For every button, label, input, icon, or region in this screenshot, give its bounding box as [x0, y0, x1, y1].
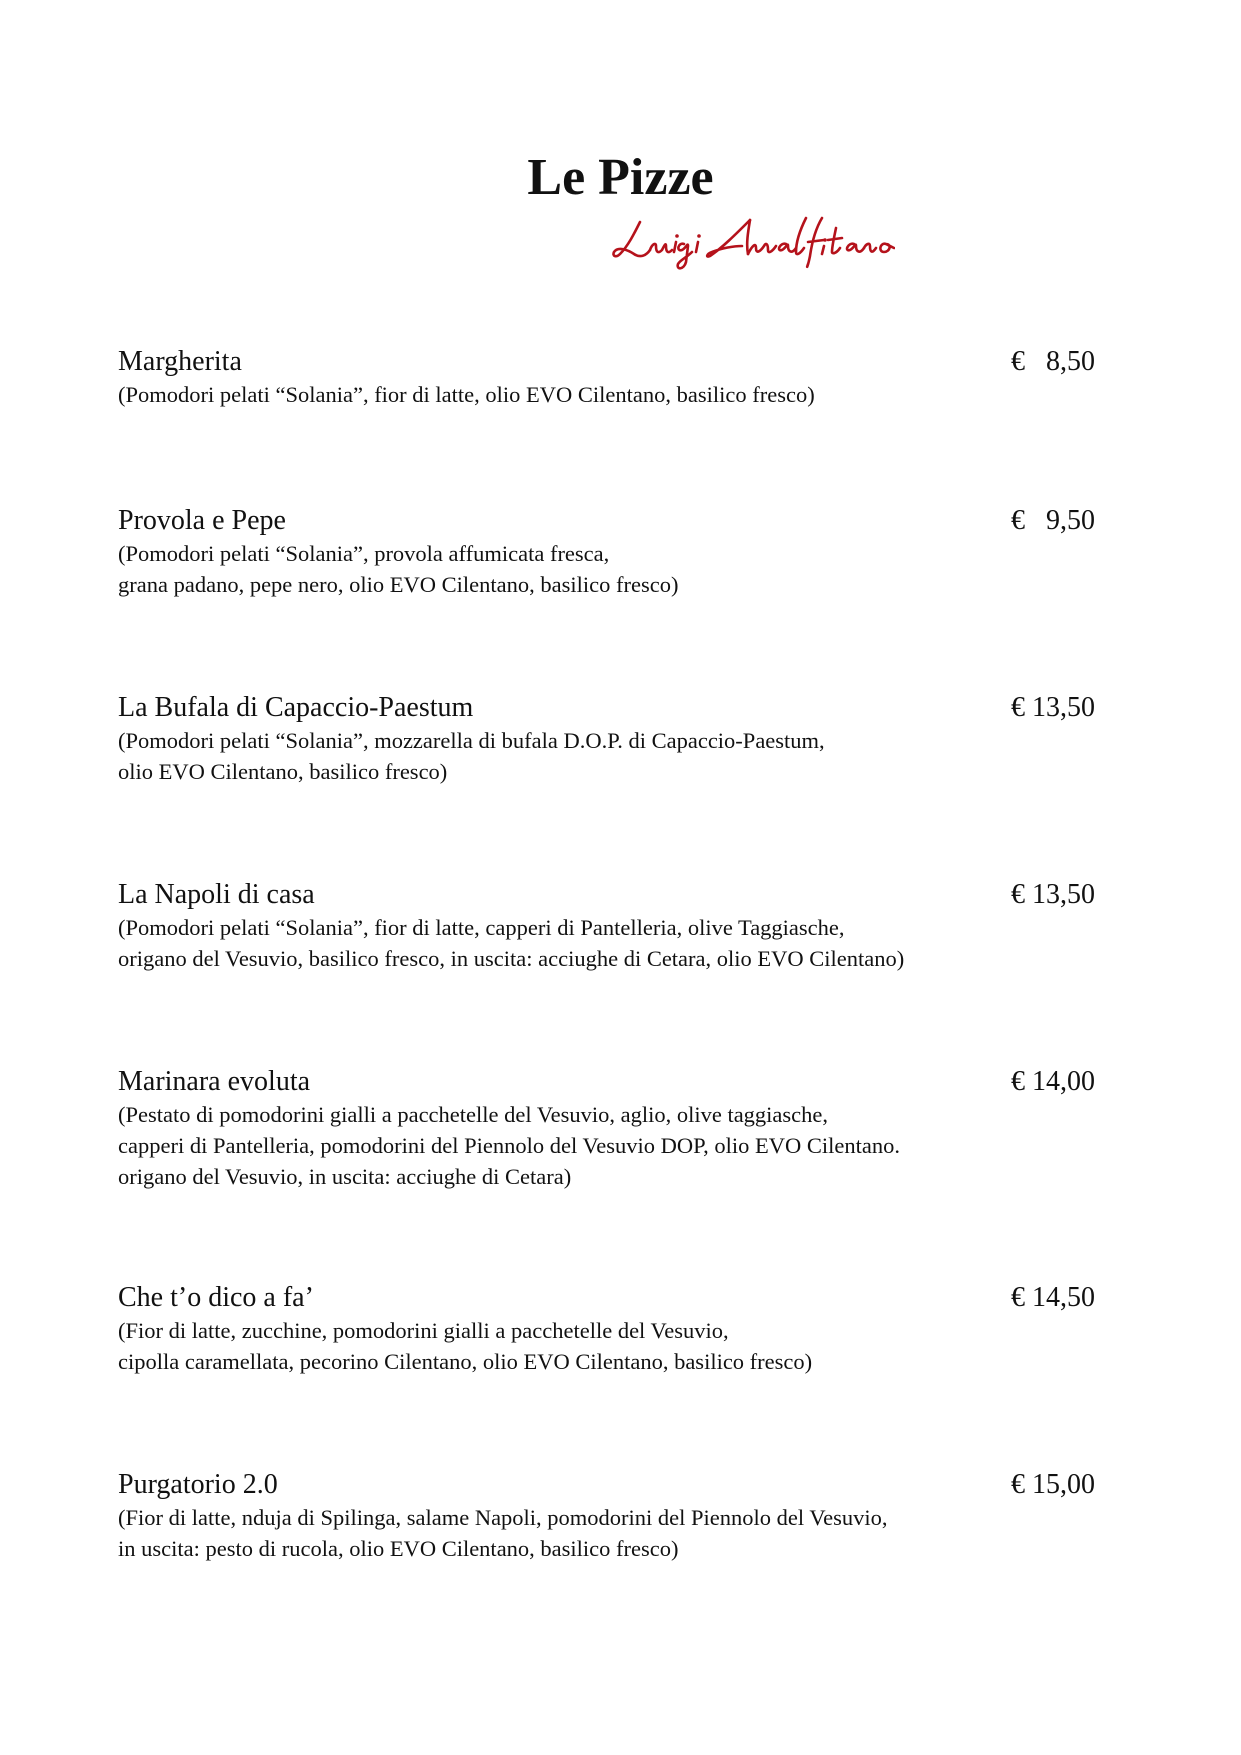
- item-description-line: (Pestato di pomodorini gialli a pacchetelle del Vesuvio, aglio, olive taggiasche,: [118, 1102, 829, 1127]
- item-description-line: origano del Vesuvio, basilico fresco, in uscita: acciughe di Cetara, olio EVO Cilentano): [118, 946, 905, 971]
- item-description-line: (Fior di latte, nduja di Spilinga, salame Napoli, pomodorini del Piennolo del Vesuvio,: [118, 1505, 888, 1530]
- item-description-line: (Pomodori pelati “Solania”, provola affumicata fresca,: [118, 541, 610, 566]
- item-price: € 8,50: [1011, 346, 1095, 377]
- item-price: € 9,50: [1011, 505, 1095, 536]
- item-description-line: (Fior di latte, zucchine, pomodorini gialli a pacchetelle del Vesuvio,: [118, 1318, 729, 1343]
- item-description-line: in uscita: pesto di rucola, olio EVO Cilentano, basilico fresco): [118, 1536, 679, 1561]
- item-description-line: olio EVO Cilentano, basilico fresco): [118, 759, 448, 784]
- menu-item-che-to-dico-a-fa: [118, 1282, 1118, 1376]
- item-name: Purgatorio 2.0: [118, 1469, 278, 1500]
- menu-item-provola-e-pepe: [118, 505, 1118, 599]
- item-description-line: (Pomodori pelati “Solania”, fior di latte, olio EVO Cilentano, basilico fresco): [118, 382, 815, 407]
- menu-item-purgatorio: [118, 1469, 1118, 1563]
- item-price: € 13,50: [1011, 692, 1095, 723]
- item-description-line: origano del Vesuvio, in uscita: acciughe di Cetara): [118, 1164, 572, 1189]
- item-description-line: (Pomodori pelati “Solania”, fior di latte, capperi di Pantelleria, olive Taggiasche,: [118, 915, 845, 940]
- item-description-line: grana padano, pepe nero, olio EVO Cilentano, basilico fresco): [118, 572, 679, 597]
- item-description-line: cipolla caramellata, pecorino Cilentano, olio EVO Cilentano, basilico fresco): [118, 1349, 813, 1374]
- item-name: Provola e Pepe: [118, 505, 286, 536]
- item-price: € 15,00: [1011, 1469, 1095, 1500]
- menu-item-la-bufala: [118, 692, 1118, 786]
- item-name: Margherita: [118, 346, 242, 377]
- item-name: Marinara evoluta: [118, 1066, 311, 1097]
- menu-item-margherita: [118, 346, 1118, 409]
- item-price: € 13,50: [1011, 879, 1095, 910]
- item-price: € 14,50: [1011, 1282, 1095, 1313]
- item-description-line: capperi di Pantelleria, pomodorini del Piennolo del Vesuvio DOP, olio EVO Cilentano.: [118, 1133, 900, 1158]
- item-name: La Napoli di casa: [118, 879, 315, 910]
- item-price: € 14,00: [1011, 1066, 1095, 1097]
- menu-item-la-napoli-di-casa: [118, 879, 1118, 973]
- item-name: La Bufala di Capaccio-Paestum: [118, 692, 474, 723]
- item-description-line: (Pomodori pelati “Solania”, mozzarella di bufala D.O.P. di Capaccio-Paestum,: [118, 728, 825, 753]
- signature-logo: [610, 212, 895, 274]
- page-title: Le Pizze: [527, 149, 714, 206]
- item-name: Che t’o dico a fa’: [118, 1282, 314, 1313]
- menu-item-marinara-evoluta: [118, 1066, 1118, 1191]
